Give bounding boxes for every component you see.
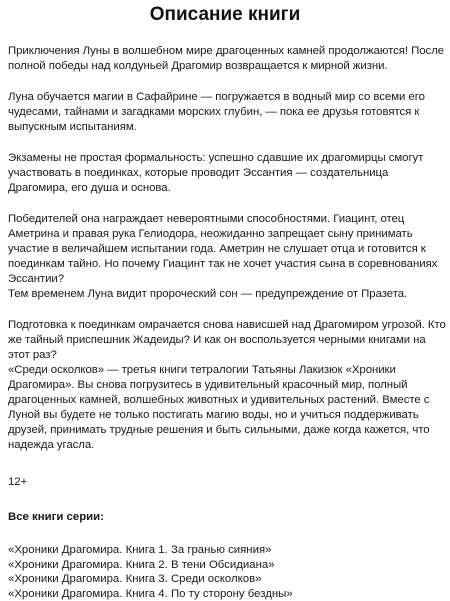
text-line: Драгомира». Вы снова погрузитесь в удивительный красочный мир, полный <box>8 378 442 393</box>
text-line: участие в величайшем испытании года. Аметрин не слушает отца и готовится к <box>8 242 442 257</box>
text-line: чудесами, тайнами и загадками морских глубин, — пока ее друзья готовятся к <box>8 105 442 120</box>
description-paragraph-5 <box>8 318 442 453</box>
text-line: участвовать в поединках, которые проводит Эссантия — создательница <box>8 166 442 181</box>
list-item: «Хроники Драгомира. Книга 3. Среди осколков» <box>8 572 442 587</box>
text-line: Эссантии? <box>8 272 442 287</box>
text-line: «Среди осколков» — третья книги тетралогии Татьяны Лакизюк «Хроники <box>8 363 442 378</box>
text-line: Приключения Луны в волшебном мире драгоценных камней продолжаются! После <box>8 44 442 59</box>
text-line: полной победы над колдуньей Драгомир возвращается к мирной жизни. <box>8 59 442 74</box>
description-paragraph-4 <box>8 212 442 302</box>
page-title: Описание книги <box>8 0 442 30</box>
text-line: же тайный приспешник Жадеиды? И как он воспользуется черными книгами на <box>8 333 442 348</box>
list-item: «Хроники Драгомира. Книга 2. В тени Обсидиана» <box>8 558 442 573</box>
text-line: выпускным испытаниям. <box>8 120 442 135</box>
text-line: этот раз? <box>8 348 442 363</box>
list-item: «Хроники Драгомира. Книга 1. За гранью сияния» <box>8 543 442 558</box>
description-paragraph-2 <box>8 90 442 135</box>
text-line: Победителей она награждает невероятными способностями. Гиацинт, отец <box>8 212 442 227</box>
age-rating: 12+ <box>8 475 442 490</box>
description-paragraph-1 <box>8 44 442 74</box>
text-line: Тем временем Луна видит пророческий сон — предупреждение от Празета. <box>8 287 442 302</box>
text-line: Подготовка к поединкам омрачается снова нависшей над Драгомиром угрозой. Кто <box>8 318 442 333</box>
text-line: Экзамены не простая формальность: успешно сдавшие их драгомирцы смогут <box>8 151 442 166</box>
description-paragraph-3 <box>8 151 442 196</box>
text-line: надежда угасла. <box>8 438 442 453</box>
series-book-list <box>8 543 442 601</box>
text-line: Луна обучается магии в Сафайрине — погружается в водный мир со всеми его <box>8 90 442 105</box>
text-line: друзей, принимать трудные решения и быть сильными, даже когда кажется, что <box>8 423 442 438</box>
series-heading: Все книги серии: <box>8 510 442 525</box>
list-item: «Хроники Драгомира. Книга 4. По ту сторону бездны» <box>8 587 442 601</box>
text-line: Драгомира, его душа и основа. <box>8 181 442 196</box>
text-line: драгоценных камней, волшебных животных и удивительных растений. Вместе с <box>8 393 442 408</box>
text-line: Луной вы будете не только постигать магию воды, но и учиться поддерживать <box>8 408 442 423</box>
text-line: Аметрина и правая рука Гелиодора, неожиданно запрещает сыну принимать <box>8 227 442 242</box>
text-line: поединкам тайно. Но почему Гиацинт так не хочет участия сына в соревнованиях <box>8 257 442 272</box>
